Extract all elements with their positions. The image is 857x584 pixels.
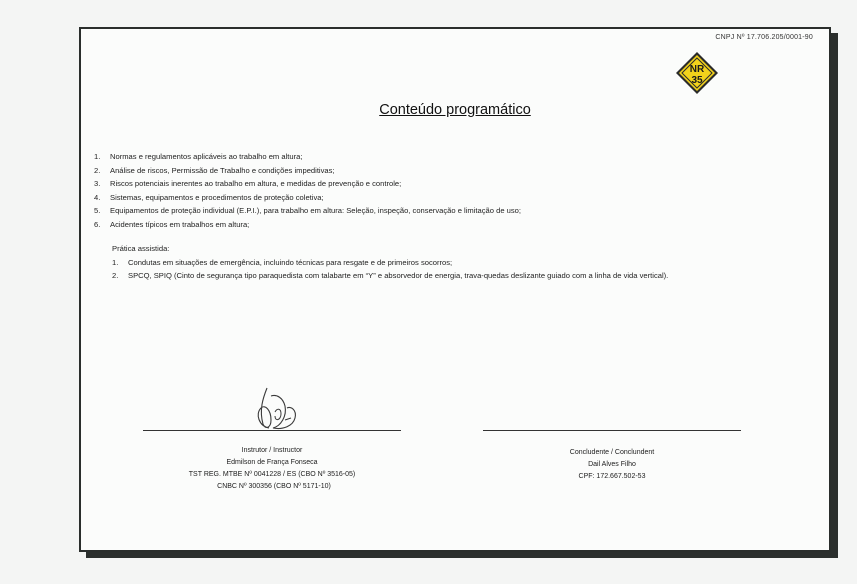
- graduate-signature-line: [483, 430, 741, 431]
- list-item: [112, 256, 772, 270]
- instructor-signature-line: [143, 430, 401, 431]
- list-item-number: 5.: [94, 206, 101, 216]
- list-item: [94, 150, 794, 164]
- list-item-number: 3.: [94, 179, 101, 189]
- instructor-cnbc: CNBC Nº 300356 (CBO Nº 5171-10): [217, 483, 331, 490]
- list-item-number: 4.: [94, 192, 101, 202]
- list-item: [94, 204, 794, 218]
- cnpj-label: CNPJ Nº 17.706.205/0001-90: [715, 34, 813, 41]
- graduate-role: Concludente / Conclundent: [569, 449, 655, 456]
- list-item-text: Acidentes típicos em trabalhos em altura;: [110, 219, 250, 229]
- certificate-page: [79, 27, 831, 552]
- list-item: [94, 191, 794, 205]
- list-item: [112, 269, 772, 283]
- instructor-block: [141, 445, 403, 493]
- list-item-text: Normas e regulamentos aplicáveis ao trabalho em altura;: [110, 152, 303, 161]
- list-item-number: 1.: [94, 152, 101, 161]
- graduate-name: Dail Alves Filho: [588, 461, 636, 468]
- signature-icon: [241, 384, 305, 436]
- topic-list: [94, 150, 794, 232]
- graduate-block: [481, 447, 743, 483]
- list-item-text: Condutas em situações de emergência, incluindo técnicas para resgate e de primeiros socorros;: [128, 257, 453, 267]
- list-item-text: Equipamentos de proteção individual (E.P.I.), para trabalho em altura: Seleção, inspeção, conservação e limitação de uso;: [110, 206, 522, 216]
- list-item-number: 2.: [112, 271, 119, 281]
- assisted-practice-section: [112, 242, 772, 283]
- page-title: Conteúdo programático: [379, 102, 531, 118]
- list-item: [94, 177, 794, 191]
- list-item-text: Sistemas, equipamentos e procedimentos de proteção coletiva;: [110, 192, 324, 202]
- list-item-number: 2.: [94, 165, 101, 175]
- badge-number-text: 35: [691, 75, 703, 86]
- list-item-number: 6.: [94, 219, 101, 229]
- list-item: [94, 164, 794, 178]
- list-item: [94, 218, 794, 232]
- badge-nr-text: NR: [689, 64, 705, 75]
- list-item-text: Análise de riscos, Permissão de Trabalho e condições impeditivas;: [110, 165, 335, 175]
- list-item-text: Riscos potenciais inerentes ao trabalho em altura, e medidas de prevenção e controle;: [110, 179, 402, 189]
- assisted-practice-heading: Prática assistida:: [112, 244, 170, 253]
- nr35-badge-icon: [675, 51, 719, 95]
- instructor-role: Instrutor / Instructor: [241, 447, 303, 454]
- graduate-cpf: CPF: 172.667.502-53: [578, 473, 646, 480]
- list-item-number: 1.: [112, 257, 119, 267]
- list-item-text: SPCQ, SPIQ (Cinto de segurança tipo paraquedista com talabarte em “Y” e absorvedor de energia, trava-quedas deslizante guiado com a linha de vida vertical).: [128, 271, 669, 281]
- instructor-registration: TST REG. MTBE Nº 0041228 / ES (CBO Nº 3516-05): [188, 471, 356, 478]
- instructor-name: Edmilson de França Fonseca: [226, 459, 318, 466]
